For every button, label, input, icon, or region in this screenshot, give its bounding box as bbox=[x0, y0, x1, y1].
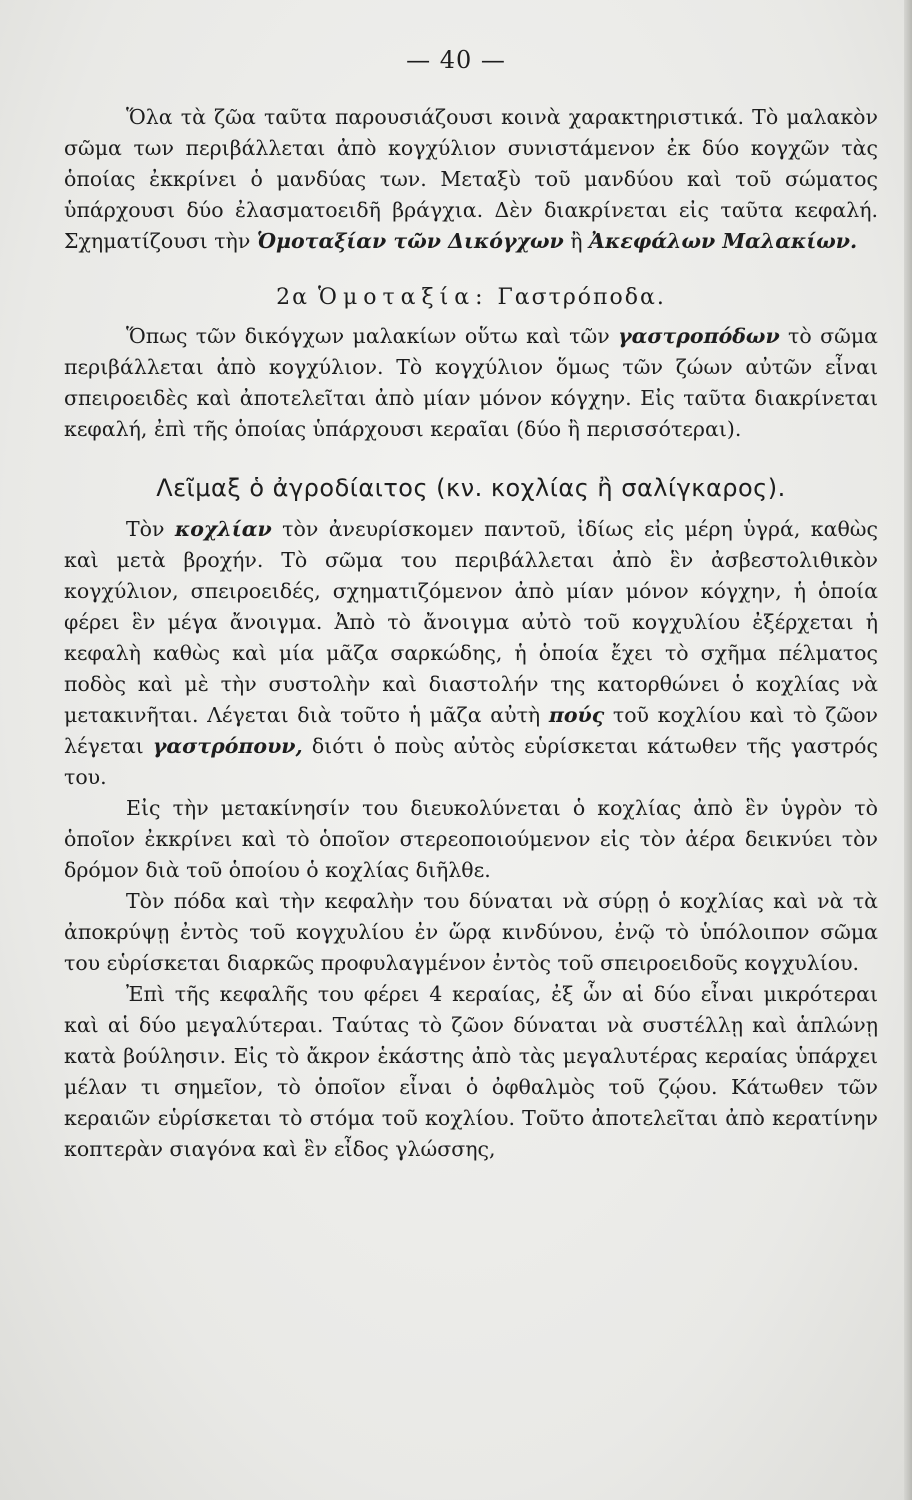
para3-text-4: διότι ὁ ποὺς αὐτὸς εὑρίσκεται κάτωθεν τῆς γαστρός του. bbox=[64, 734, 878, 789]
paragraph-snail-body bbox=[64, 514, 878, 793]
para3-term-foot: πούς bbox=[548, 703, 605, 727]
para2-text-1: Ὅπως τῶν δικόγχων μαλακίων οὕτω καὶ τῶν bbox=[126, 324, 619, 348]
para3-text-3: τοῦ κοχλίου καὶ τὸ ζῶον λέγεται bbox=[64, 703, 878, 758]
para3-term-gastropod: γαστρόπουν, bbox=[152, 734, 303, 758]
para3-text-1: Τὸν bbox=[126, 517, 175, 541]
paragraph-bivalves bbox=[64, 102, 878, 257]
para3-text-2: τὸν ἀνευρίσκομεν παντοῦ, ἰδίως εἰς μέρη ὑγρά, καθὼς καὶ μετὰ βροχήν. Τὸ σῶμα του περιβάλλεται ἀπὸ ἓν ἀσβεστολιθικὸν κογχύλιον, σπειροειδές, σχηματιζόμενον ἀπὸ μίαν μόνον κόγχην, ἡ ὁποία φέρει ἓν μέγα ἄνοιγμα. Ἀπὸ τὸ ἄνοιγμα αὐτὸ τοῦ κογχυλίου ἐξέρχεται ἡ κεφαλὴ καθὼς καὶ μία μᾶζα σαρκώδης, ἡ ὁποία ἔχει τὸ σχῆμα πέλματος ποδὸς καὶ μὲ τὴν συστολὴν καὶ διαστολήν της κατορθώνει ὁ κοχλίας νὰ μετακινῆται. Λέγεται διὰ τοῦτο ἡ μᾶζα αὐτὴ bbox=[64, 517, 878, 727]
para2-text-2: τὸ σῶμα περιβάλλεται ἀπὸ κογχύλιον. Τὸ κογχύλιον ὅμως τῶν ζώων αὐτῶν εἶναι σπειροειδὲς καὶ ἀποτελεῖται ἀπὸ μίαν μόνον κόγχην. Εἰς ταῦτα διακρίνεται κεφαλή, ἐπὶ τῆς ὁποίας ὑπάρχουσι κεραῖαι (δύο ἢ περισσότεραι). bbox=[64, 324, 878, 441]
paragraph-snail-movement: Εἰς τὴν μετακίνησίν του διευκολύνεται ὁ κοχλίας ἀπὸ ἓν ὑγρὸν τὸ ὁποῖον ἐκκρίνει καὶ τὸ ὁποῖον στερεοποιούμενον εἰς τὸν ἀέρα δεικνύει τὸν δρόμον διὰ τοῦ ὁποίου ὁ κοχλίας διῆλθε. bbox=[64, 796, 878, 882]
heading1-number: 2α bbox=[276, 285, 310, 310]
paragraph-snail-tentacles: Ἐπὶ τῆς κεφαλῆς του φέρει 4 κεραίας, ἐξ ὧν αἱ δύο εἶναι μικρότεραι καὶ αἱ δύο μεγαλύτεραι. Ταύτας τὸ ζῶον δύναται νὰ συστέλλῃ καὶ ἁπλώνῃ κατὰ βούλησιν. Εἰς τὸ ἄκρον ἑκάστης ἀπὸ τὰς μεγαλυτέρας κεραίας ὑπάρχει μέλαν τι σημεῖον, τὸ ὁποῖον εἶναι ὁ ὀφθαλμὸς τοῦ ζῴου. Κάτωθεν τῶν κεραιῶν εὑρίσκεται τὸ στόμα τοῦ κοχλίου. Τοῦτο ἀποτελεῖται ἀπὸ κερατίνην κοπτερὰν σιαγόνα καὶ ἓν εἶδος γλώσσης, bbox=[64, 982, 878, 1161]
para1-text-2: ἢ bbox=[563, 229, 590, 253]
para1-term-bivalves: Ὁμοταξίαν τῶν Δικόγχων bbox=[256, 229, 564, 253]
para3-term-snail: κοχλίαν bbox=[174, 517, 272, 541]
para1-text-1: Ὅλα τὰ ζῶα ταῦτα παρουσιάζουσι κοινὰ χαρακτηριστικά. Τὸ μαλακὸν σῶμα των περιβάλλεται ἀπὸ κογχύλιον συνιστάμενον ἐκ δύο κογχῶν τὰς ὁποίας ἐκκρίνει ὁ μανδύας των. Μεταξὺ τοῦ μανδύου καὶ τοῦ σώματος ὑπάρχουσι δύο ἐλασματοειδῆ βράγχια. Δὲν διακρίνεται εἰς ταῦτα κεφαλή. Σχηματίζουσι τὴν bbox=[64, 105, 878, 253]
heading-class-gastropoda bbox=[64, 282, 878, 313]
paragraph-gastropods bbox=[64, 321, 878, 445]
page-content bbox=[64, 102, 878, 1165]
page-number: — 40 — bbox=[406, 46, 506, 74]
page-edge bbox=[904, 0, 912, 1500]
heading-snail: Λεῖμαξ ὁ ἀγροδίαιτος (κν. κοχλίας ἢ σαλίγκαρος). bbox=[156, 474, 786, 502]
heading1-word: Ὁμοταξία: bbox=[318, 285, 489, 310]
para1-term-acephala: Ἀκεφάλων Μαλακίων. bbox=[589, 229, 858, 253]
heading1-name: Γαστρόποδα. bbox=[497, 285, 666, 310]
paragraph-snail-retraction: Τὸν πόδα καὶ τὴν κεφαλὴν του δύναται νὰ σύρῃ ὁ κοχλίας καὶ νὰ τὰ ἀποκρύψῃ ἐντὸς τοῦ κογχυλίου ἐν ὥρᾳ κινδύνου, ἐνῷ τὸ ὑπόλοιπον σῶμα του εὑρίσκεται διαρκῶς προφυλαγμένον ἐντὸς τοῦ σπειροειδοῦς κογχυλίου. bbox=[64, 889, 878, 975]
para2-term-gastropods: γαστροπόδων bbox=[618, 324, 780, 348]
